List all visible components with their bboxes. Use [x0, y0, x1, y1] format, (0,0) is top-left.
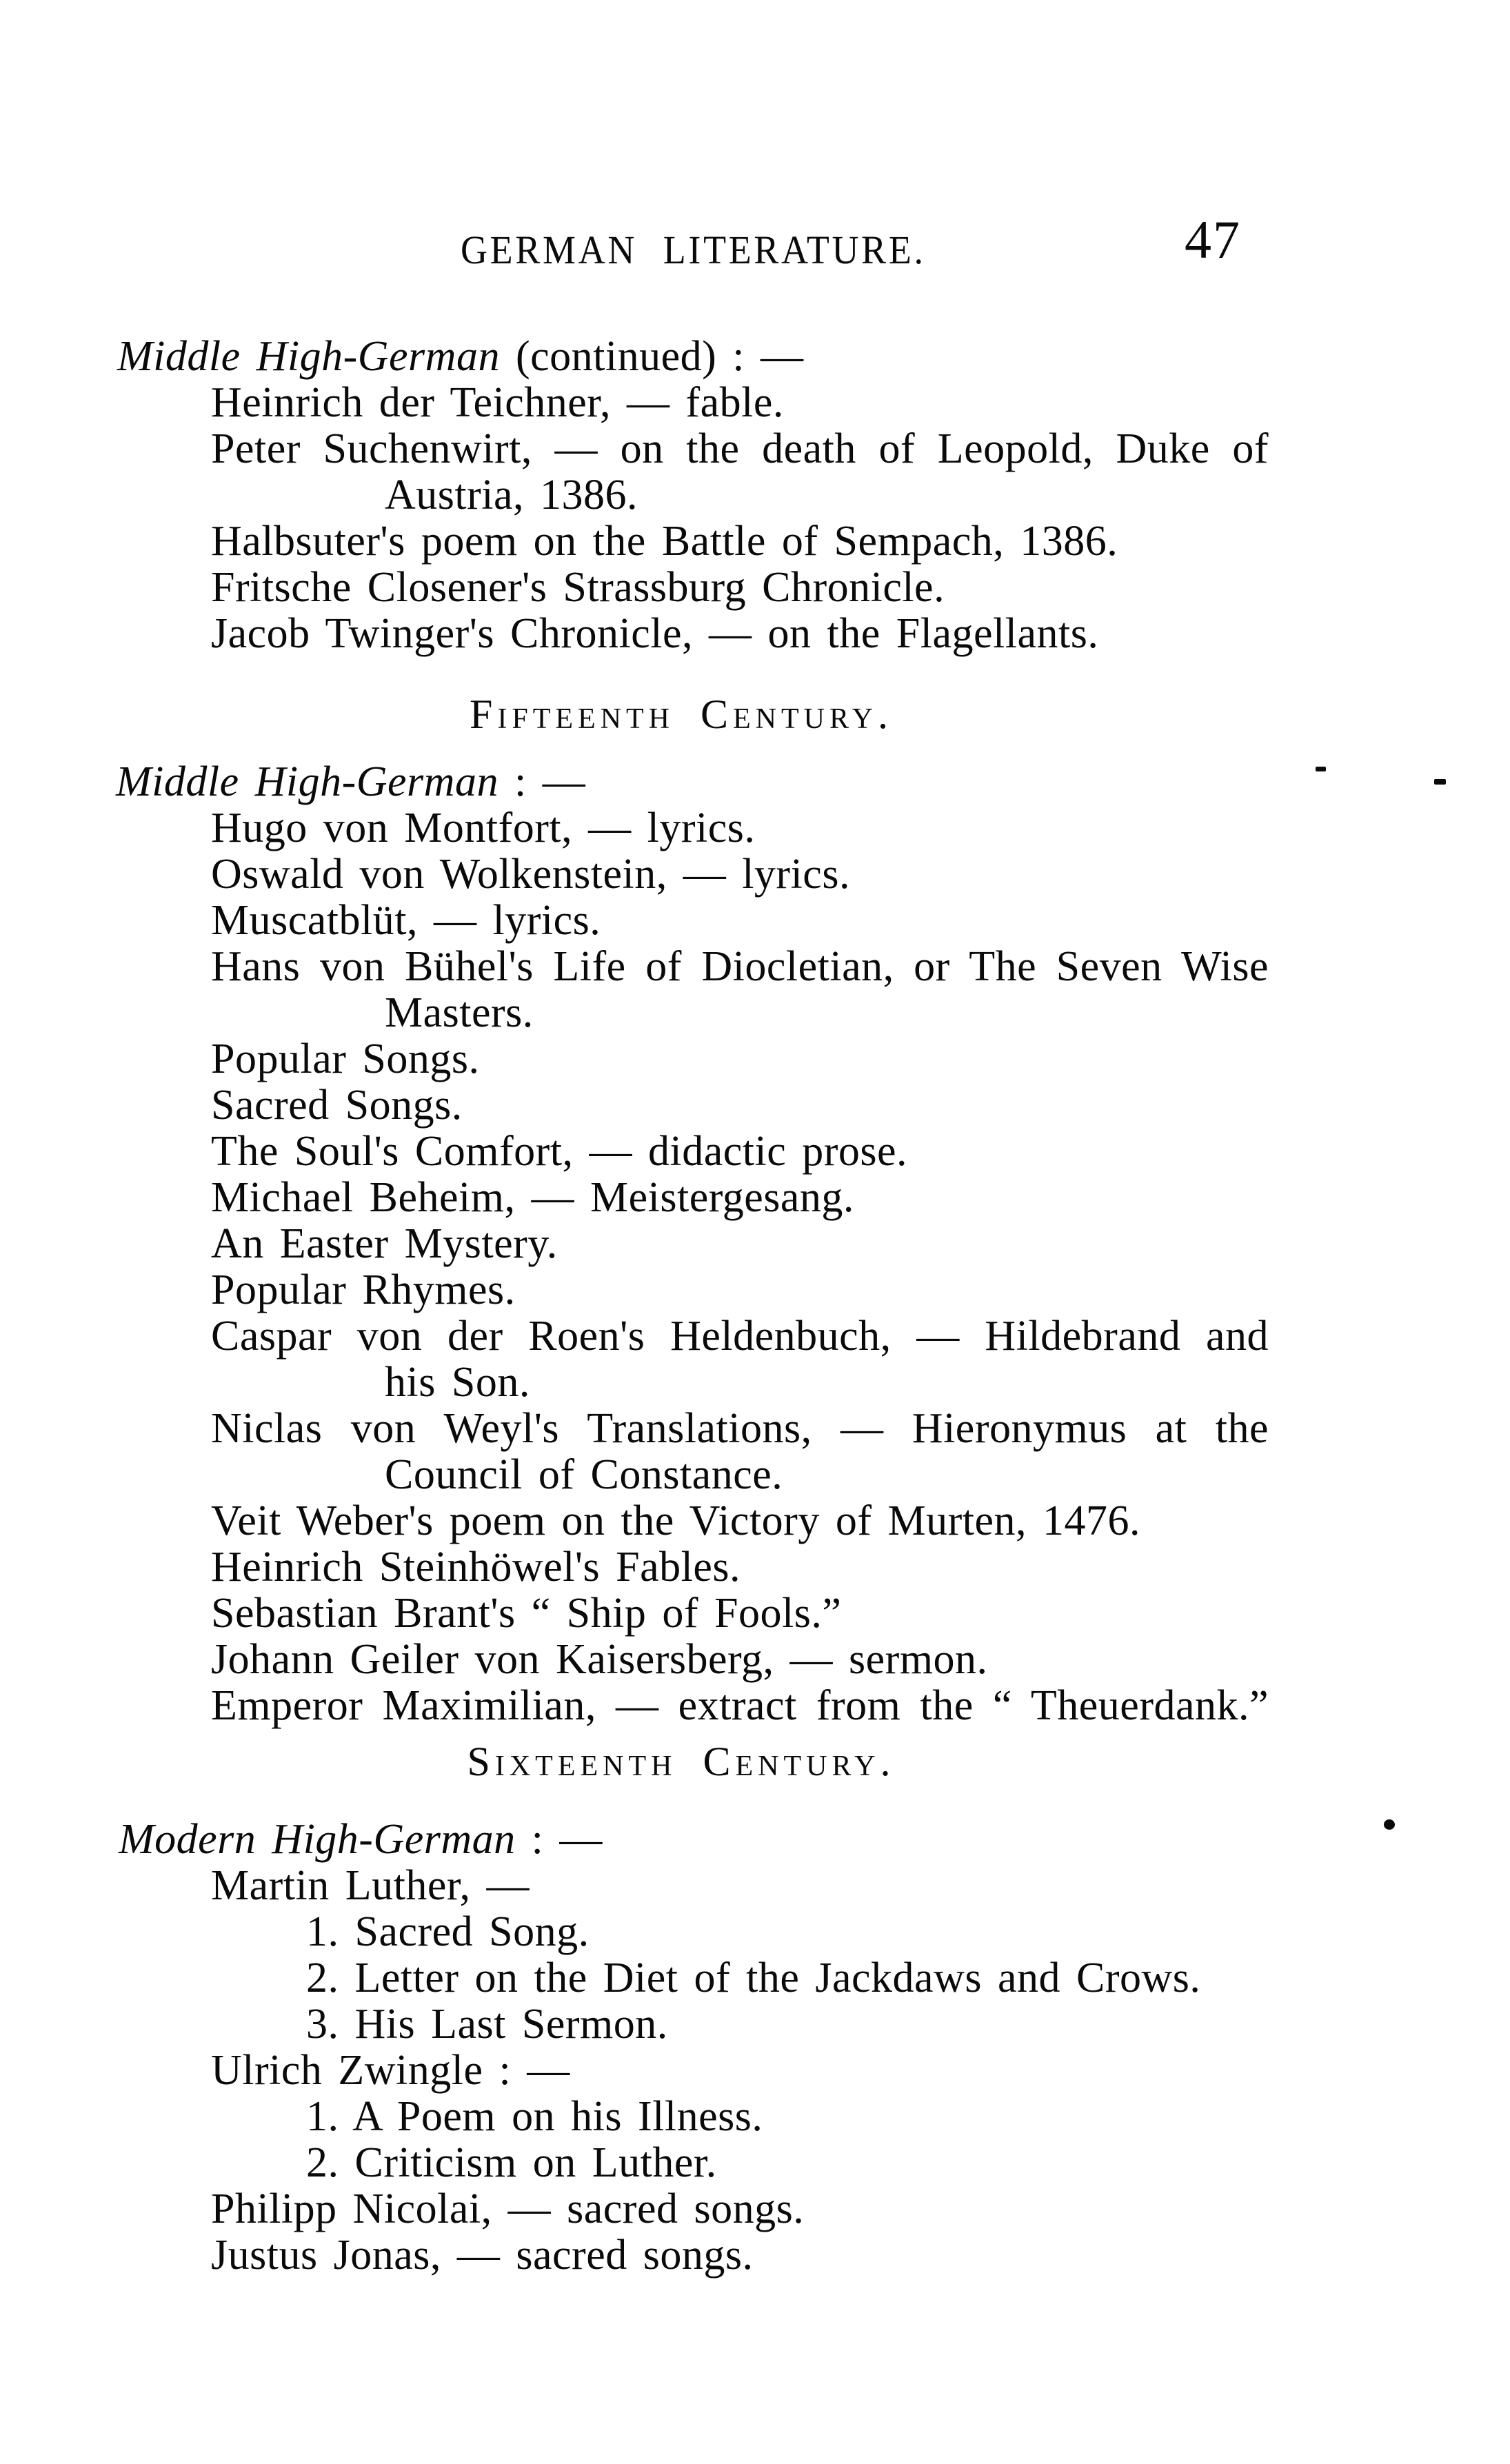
- continuation-line: Austria, 1386.: [385, 472, 638, 518]
- entry-line: Michael Beheim, — Meistergesang.: [211, 1174, 854, 1221]
- entry-line: Halbsuter's poem on the Battle of Sempach, 1386.: [211, 518, 1118, 565]
- running-head: [0, 210, 1510, 272]
- page-number: 47: [1185, 210, 1241, 270]
- ink-speck: [1434, 779, 1446, 785]
- entry-line: Veit Weber's poem on the Victory of Murten, 1476.: [211, 1497, 1140, 1544]
- entry-line: Jacob Twinger's Chronicle, — on the Flagellants.: [211, 610, 1099, 657]
- entry-line: Hans von Bühel's Life of Diocletian, or The Seven Wise: [211, 943, 1269, 990]
- continuation-line: Council of Constance.: [385, 1451, 783, 1498]
- numbered-entry-line: 1. A Poem on his Illness.: [306, 2093, 763, 2140]
- group-header-suffix: : —: [515, 1816, 603, 1863]
- entry-line: Heinrich der Teichner, — fable.: [211, 379, 784, 426]
- entry-line: Popular Rhymes.: [211, 1266, 516, 1313]
- entry-line: Sacred Songs.: [211, 1082, 463, 1129]
- language-group-header: [117, 334, 1510, 380]
- ink-speck: [1316, 767, 1326, 771]
- numbered-entry-line: 3. His Last Sermon.: [306, 2001, 668, 2048]
- century-section: [0, 1739, 1510, 2279]
- entry-line: Philipp Nicolai, — sacred songs.: [211, 2185, 805, 2232]
- entry-line: Heinrich Steinhöwel's Fables.: [211, 1544, 741, 1591]
- group-header-suffix: : —: [498, 758, 586, 805]
- group-header-language: Middle High-German: [117, 333, 500, 380]
- entry-line: Fritsche Closener's Strassburg Chronicle.: [211, 564, 945, 611]
- group-header-language: Modern High-German: [119, 1816, 516, 1863]
- page-title: GERMAN LITERATURE.: [461, 228, 926, 272]
- group-header-suffix: (continued) : —: [499, 333, 804, 380]
- century-heading: Fifteenth Century.: [469, 691, 894, 737]
- entry-line: Peter Suchenwirt, — on the death of Leopold, Duke of: [211, 425, 1269, 472]
- group-header-language: Middle High-German: [116, 758, 499, 805]
- entry-line: Oswald von Wolkenstein, — lyrics.: [211, 851, 850, 898]
- entry-line: Niclas von Weyl's Translations, — Hieronymus at the: [211, 1405, 1269, 1452]
- entry-line: Ulrich Zwingle : —: [211, 2047, 570, 2094]
- numbered-entry-line: 1. Sacred Song.: [306, 1908, 590, 1955]
- text-block: [0, 334, 1510, 2279]
- language-group-header: [116, 759, 1510, 805]
- entry-line: Caspar von der Roen's Heldenbuch, — Hildebrand and: [211, 1313, 1269, 1360]
- entry-line: Popular Songs.: [211, 1036, 480, 1082]
- entry-line: Hugo von Montfort, — lyrics.: [211, 805, 756, 851]
- entry-line: Muscatblüt, — lyrics.: [211, 897, 601, 944]
- entry-line: Justus Jonas, — sacred songs.: [211, 2232, 754, 2279]
- continuation-line: Masters.: [385, 989, 534, 1036]
- numbered-entry-line: 2. Letter on the Diet of the Jackdaws and Crows.: [306, 1955, 1201, 2001]
- entry-line: Martin Luther, —: [211, 1862, 530, 1909]
- entry-line: Johann Geiler von Kaisersberg, — sermon.: [211, 1636, 988, 1683]
- entry-line: An Easter Mystery.: [211, 1220, 558, 1267]
- entry-line: The Soul's Comfort, — didactic prose.: [211, 1128, 908, 1175]
- century-heading: Sixteenth Century.: [467, 1739, 896, 1784]
- language-group-header: [119, 1817, 1510, 1863]
- entry-line: Sebastian Brant's “ Ship of Fools.”: [211, 1590, 842, 1637]
- numbered-entry-line: 2. Criticism on Luther.: [306, 2139, 717, 2186]
- continuation-line: his Son.: [385, 1359, 530, 1406]
- entry-line: Emperor Maximilian, — extract from the “ Theuerdank.”: [211, 1682, 1269, 1729]
- century-section: [0, 334, 1510, 657]
- century-section: [0, 691, 1510, 1729]
- ink-speck: [1384, 1819, 1395, 1830]
